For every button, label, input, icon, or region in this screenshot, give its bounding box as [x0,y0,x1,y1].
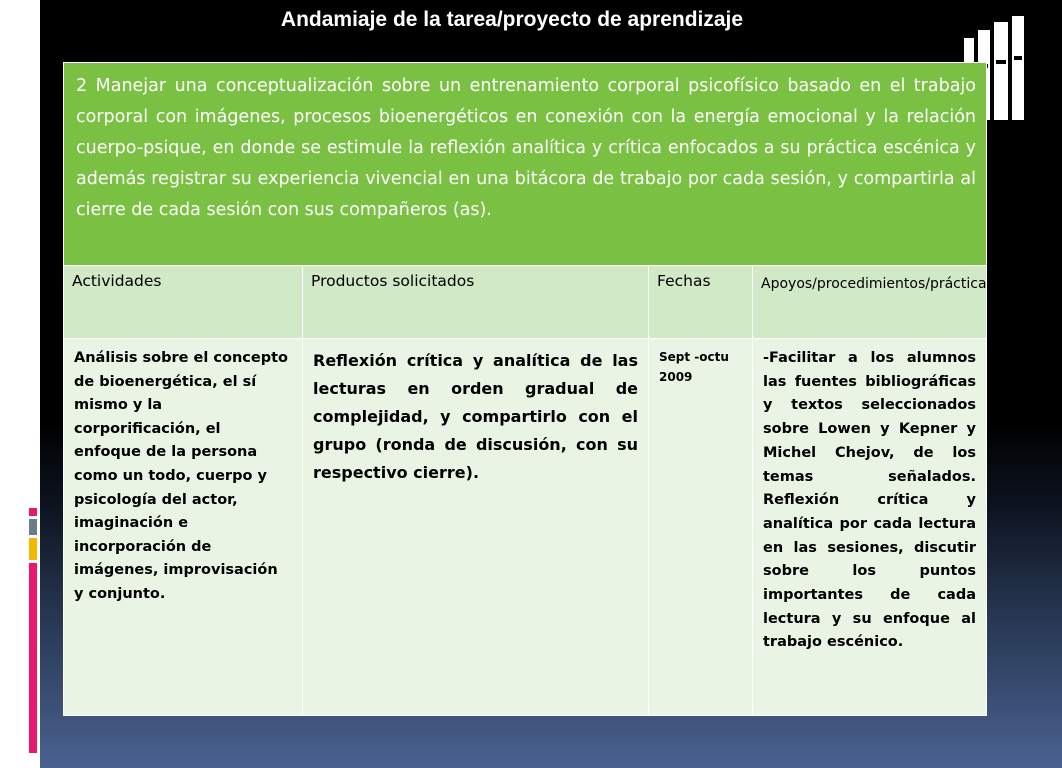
cell-fechas: Sept -octu 2009 [649,339,753,716]
header-actividades: Actividades [64,266,303,339]
cell-apoyos: -Facilitar a los alumnos las fuentes bibliográficas y textos seleccionados sobre Lowen y Kepner y Michel Chejov, de los temas señalados. Reflexión crítica y analítica por cada lectura en las sesiones, discutir sobre los puntos importantes de cada lectura y su enfoque al trabajo escénico. [753,339,987,716]
table-row [64,339,987,716]
accent-bar-gray [29,519,37,535]
accent-bar-pink [29,563,37,753]
header-productos: Productos solicitados [303,266,649,339]
accent-bar-pink-small [29,508,37,516]
slide-title: Andamiaje de la tarea/proyecto de aprendizaje [280,8,744,31]
objective-row [64,63,987,266]
scaffolding-table [63,62,1062,716]
accent-bar-yellow [29,538,37,560]
accent-bars [29,508,37,753]
objective-cell: 2 Manejar una conceptualización sobre un entrenamiento corporal psicofísico basado en el trabajo corporal con imágenes, procesos bioenergéticos en conexión con la energía emocional y la relación cuerpo-psique, en donde se estimule la reflexión analítica y crítica enfocados a su práctica escénica y además registrar su experiencia vivencial en una bitácora de trabajo por cada sesión, y compartirla al cierre de cada sesión con sus compañeros (as). [64,63,987,266]
header-fechas: Fechas [649,266,753,339]
cell-productos: Reflexión crítica y analítica de las lecturas en orden gradual de complejidad, y compartirlo con el grupo (ronda de discusión, con su respectivo cierre). [303,339,649,716]
header-row [64,266,987,339]
cell-actividades: Análisis sobre el concepto de bioenergética, el sí mismo y la corporificación, el enfoque de la persona como un todo, cuerpo y psicología del actor, imaginación e incorporación de imágenes, improvisación y conjunto. [64,339,303,716]
header-apoyos: Apoyos/procedimientos/prácticas/ejemplos [753,266,987,339]
